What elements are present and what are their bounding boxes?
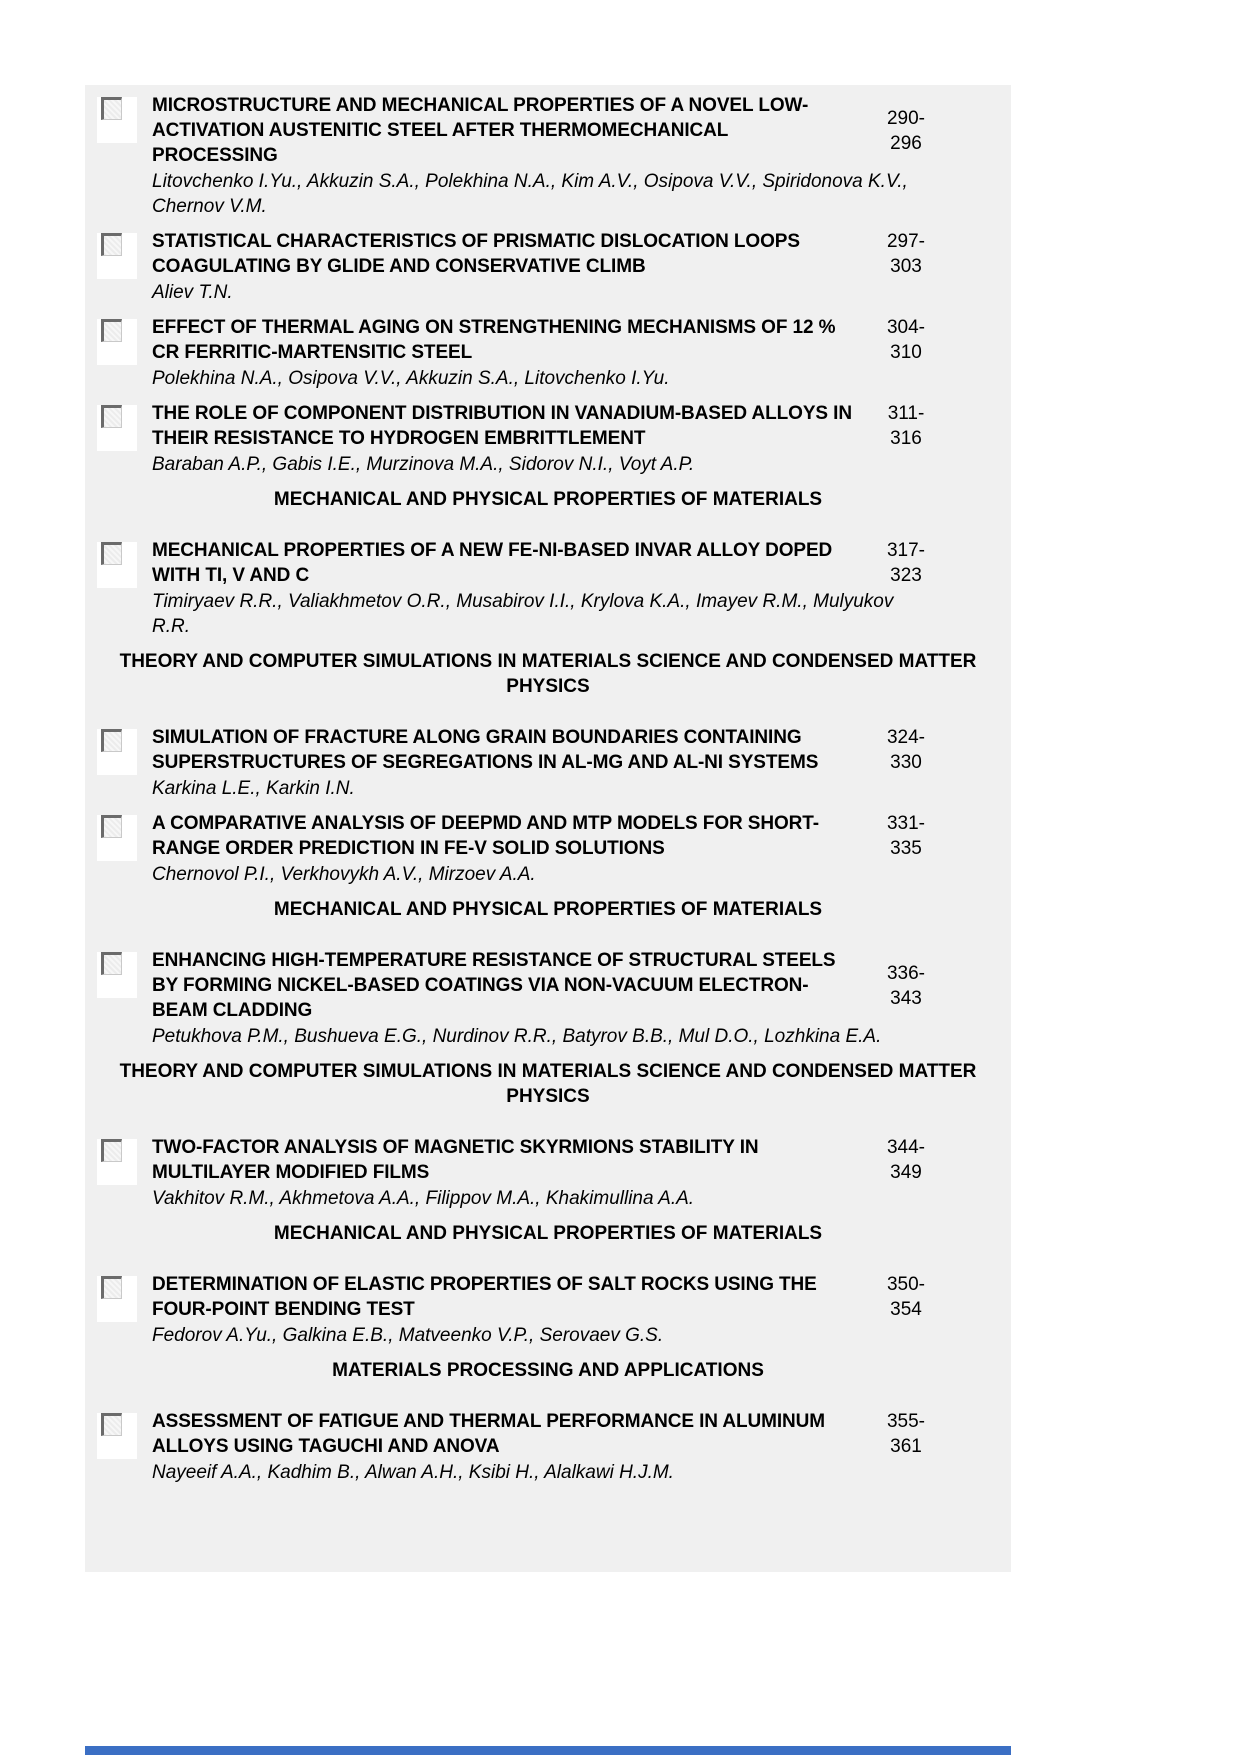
checkbox-cell (85, 93, 152, 219)
article-authors: Fedorov A.Yu., Galkina E.B., Matveenko V.P., Serovaev G.S. (152, 1325, 664, 1346)
article-authors: Aliev T.N. (152, 282, 233, 303)
article-title: TWO-FACTOR ANALYSIS OF MAGNETIC SKYRMIONS STABILITY IN MULTILAYER MODIFIED FILMS (152, 1137, 759, 1183)
page-range (861, 229, 951, 279)
page-range-start: 350- (886, 1274, 926, 1295)
page-range (861, 1272, 951, 1322)
checkbox-field[interactable] (97, 729, 137, 775)
article-title: MICROSTRUCTURE AND MECHANICAL PROPERTIES OF A NOVEL LOW-ACTIVATION AUSTENITIC STEEL AFTER THERMOMECHANICAL PROCESSING (152, 95, 809, 166)
entry-body (152, 229, 1011, 305)
checkbox-icon[interactable] (101, 542, 122, 565)
checkbox-cell (85, 401, 152, 477)
section-heading: MECHANICAL AND PHYSICAL PROPERTIES OF MATERIALS (273, 489, 823, 510)
checkbox-icon[interactable] (101, 815, 122, 838)
page-range-start: 311- (887, 403, 925, 424)
toc-entry (85, 1135, 1011, 1211)
article-title: THE ROLE OF COMPONENT DISTRIBUTION IN VANADIUM-BASED ALLOYS IN THEIR RESISTANCE TO HYDROGEN EMBRITTLEMENT (152, 403, 852, 449)
page-range-end: 330 (890, 752, 922, 773)
page-range-start: 336- (886, 962, 926, 984)
page-range-end: 354 (890, 1299, 922, 1320)
page-range-start: 317- (886, 540, 926, 561)
section-heading: THEORY AND COMPUTER SIMULATIONS IN MATERIALS SCIENCE AND CONDENSED MATTER PHYSICS (119, 651, 977, 697)
page-range-start: 355- (886, 1411, 926, 1432)
table-of-contents (85, 85, 1011, 1572)
article-authors: Nayeeif A.A., Kadhim B., Alwan A.H., Ksibi H., Alalkawi H.J.M. (152, 1462, 674, 1483)
section-heading: MATERIALS PROCESSING AND APPLICATIONS (332, 1360, 764, 1381)
article-authors: Chernovol P.I., Verkhovykh A.V., Mirzoev A.A. (152, 864, 536, 885)
section-heading: MECHANICAL AND PHYSICAL PROPERTIES OF MATERIALS (273, 899, 823, 920)
article-authors: Baraban A.P., Gabis I.E., Murzinova M.A., Sidorov N.I., Voyt A.P. (152, 454, 695, 475)
page-range-start: 290- (886, 107, 926, 129)
entry-body (152, 1135, 1011, 1211)
checkbox-icon[interactable] (101, 1139, 122, 1162)
page-range-end: 343 (890, 987, 922, 1009)
article-authors: Timiryaev R.R., Valiakhmetov O.R., Musabirov I.I., Krylova K.A., Imayev R.M., Mulyukov R.R. (152, 591, 894, 637)
toc-entry (85, 1409, 1011, 1485)
checkbox-cell (85, 315, 152, 391)
checkbox-icon[interactable] (101, 319, 122, 342)
entry-body (152, 315, 1011, 391)
article-authors: Karkina L.E., Karkin I.N. (152, 778, 355, 799)
toc-entry (85, 538, 1011, 639)
entry-body (152, 538, 1011, 639)
toc-entry (85, 229, 1011, 305)
page-range (861, 401, 951, 451)
toc-entry (85, 948, 1011, 1049)
checkbox-icon[interactable] (101, 729, 122, 752)
page-range (861, 315, 951, 365)
page-range-end: 323 (890, 565, 922, 586)
page-range-end: 303 (890, 256, 922, 277)
toc-entry (85, 1272, 1011, 1348)
checkbox-icon[interactable] (101, 97, 122, 120)
page-range-end: 296 (890, 132, 922, 154)
selection-highlight-bar (85, 1746, 1011, 1755)
entry-body (152, 811, 1011, 887)
checkbox-field[interactable] (97, 319, 137, 365)
checkbox-icon[interactable] (101, 1276, 122, 1299)
article-authors: Vakhitov R.M., Akhmetova A.A., Filippov M.A., Khakimullina A.A. (152, 1188, 695, 1209)
toc-entry (85, 93, 1011, 219)
checkbox-cell (85, 1409, 152, 1485)
checkbox-cell (85, 1135, 152, 1211)
page-range (861, 538, 951, 588)
checkbox-cell (85, 538, 152, 639)
article-title: SIMULATION OF FRACTURE ALONG GRAIN BOUNDARIES CONTAINING SUPERSTRUCTURES OF SEGREGATIONS IN AL-MG AND AL-NI SYSTEMS (152, 727, 819, 773)
article-title: MECHANICAL PROPERTIES OF A NEW FE-NI-BASED INVAR ALLOY DOPED WITH TI, V AND C (152, 540, 833, 586)
page-range-start: 331- (886, 813, 926, 834)
article-title: DETERMINATION OF ELASTIC PROPERTIES OF SALT ROCKS USING THE FOUR-POINT BENDING TEST (152, 1274, 817, 1320)
checkbox-icon[interactable] (101, 1413, 122, 1436)
page-range-start: 297- (886, 231, 926, 252)
checkbox-cell (85, 948, 152, 1049)
page-range-start: 304- (886, 317, 926, 338)
page-range (861, 811, 951, 861)
article-authors: Litovchenko I.Yu., Akkuzin S.A., Polekhina N.A., Kim A.V., Osipova V.V., Spiridonova K.V., Chernov V.M. (152, 171, 908, 217)
page-range-end: 361 (890, 1436, 922, 1457)
article-authors: Petukhova P.M., Bushueva E.G., Nurdinov R.R., Batyrov B.B., Mul D.O., Lozhkina E.A. (152, 1026, 882, 1047)
page-range (861, 106, 951, 156)
checkbox-cell (85, 725, 152, 801)
article-authors: Polekhina N.A., Osipova V.V., Akkuzin S.A., Litovchenko I.Yu. (152, 368, 670, 389)
entry-body (152, 93, 1011, 219)
checkbox-field[interactable] (97, 1413, 137, 1459)
checkbox-cell (85, 811, 152, 887)
entry-body (152, 1409, 1011, 1485)
toc-entry (85, 725, 1011, 801)
toc-entry (85, 315, 1011, 391)
checkbox-field[interactable] (97, 233, 137, 279)
page-range-end: 310 (890, 342, 922, 363)
section-heading: MECHANICAL AND PHYSICAL PROPERTIES OF MATERIALS (273, 1223, 823, 1244)
checkbox-field[interactable] (97, 97, 137, 143)
checkbox-field[interactable] (97, 1139, 137, 1185)
page-range-start: 344- (886, 1137, 926, 1158)
entry-body (152, 725, 1011, 801)
page-range-start: 324- (886, 727, 926, 748)
checkbox-field[interactable] (97, 952, 137, 998)
entry-body (152, 948, 1011, 1049)
article-title: ENHANCING HIGH-TEMPERATURE RESISTANCE OF STRUCTURAL STEELS BY FORMING NICKEL-BASED COATINGS VIA NON-VACUUM ELECTRON-BEAM CLADDING (152, 950, 836, 1021)
checkbox-icon[interactable] (101, 405, 122, 428)
checkbox-cell (85, 229, 152, 305)
page-range-end: 349 (890, 1162, 922, 1183)
page-range-end: 335 (890, 838, 922, 859)
toc-entry (85, 401, 1011, 477)
entry-body (152, 1272, 1011, 1348)
article-title: EFFECT OF THERMAL AGING ON STRENGTHENING MECHANISMS OF 12 % CR FERRITIC-MARTENSITIC STEEL (152, 317, 836, 363)
article-title: STATISTICAL CHARACTERISTICS OF PRISMATIC DISLOCATION LOOPS COAGULATING BY GLIDE AND CONSERVATIVE CLIMB (152, 231, 800, 277)
checkbox-icon[interactable] (101, 952, 122, 975)
checkbox-icon[interactable] (101, 233, 122, 256)
checkbox-field[interactable] (97, 1276, 137, 1322)
toc-entry (85, 811, 1011, 887)
page-range (861, 1409, 951, 1459)
article-title: ASSESSMENT OF FATIGUE AND THERMAL PERFORMANCE IN ALUMINUM ALLOYS USING TAGUCHI AND ANOVA (152, 1411, 826, 1457)
page-range-end: 316 (890, 428, 922, 449)
article-title: A COMPARATIVE ANALYSIS OF DEEPMD AND MTP MODELS FOR SHORT-RANGE ORDER PREDICTION IN FE-V SOLID SOLUTIONS (152, 813, 819, 859)
checkbox-cell (85, 1272, 152, 1348)
page-range (861, 1135, 951, 1185)
page-range (861, 961, 951, 1011)
section-heading: THEORY AND COMPUTER SIMULATIONS IN MATERIALS SCIENCE AND CONDENSED MATTER PHYSICS (119, 1061, 977, 1107)
checkbox-field[interactable] (97, 542, 137, 588)
page-range (861, 725, 951, 775)
checkbox-field[interactable] (97, 815, 137, 861)
checkbox-field[interactable] (97, 405, 137, 451)
entry-body (152, 401, 1011, 477)
